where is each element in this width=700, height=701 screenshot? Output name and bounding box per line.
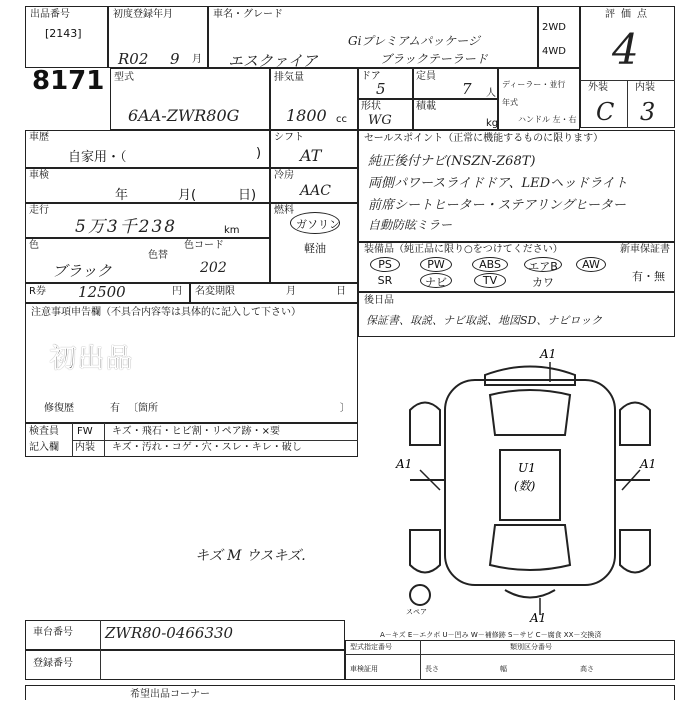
reg-date-era-year: R02	[118, 50, 149, 68]
mileage-unit: km	[224, 225, 240, 236]
equip-ps: PS	[378, 258, 392, 271]
dims-split	[420, 640, 421, 680]
selling-point-2: 両側パワースライドドア、LEDヘッドライト	[368, 176, 628, 191]
warranty-value: 有・無	[632, 270, 665, 283]
interior-label: 内装	[635, 82, 655, 93]
car-label: 車名・グレード	[213, 9, 283, 20]
inspector-int-label: 内装	[75, 442, 95, 453]
chassis-value: ZWR80-0466330	[105, 624, 234, 642]
repair-value: 有	[110, 403, 120, 414]
dims-length-label: 長さ	[425, 665, 439, 673]
lot-label: 出品番号	[30, 9, 70, 20]
drive-box	[538, 6, 580, 68]
rear-bumper-shape	[505, 590, 555, 598]
equip-abs-circle	[472, 257, 508, 272]
handle-label: ハンドル 左・右	[518, 115, 577, 124]
chassis-label: 車台番号	[33, 627, 73, 638]
windshield-shape	[490, 390, 570, 435]
inspection-box	[25, 168, 270, 203]
equipment-label: 装備品（純正品に限り○をつけてください）	[364, 244, 563, 255]
drive-4wd: 4WD	[542, 46, 566, 57]
dims-cert-label: 車検証用	[350, 665, 378, 673]
equip-abs: ABS	[479, 258, 501, 271]
fuel-value1: ガソリン	[296, 218, 340, 231]
spare-tire-shape	[410, 585, 430, 605]
inspector-remark: キズ M ウスキズ.	[195, 548, 306, 564]
color-count-label: 色替	[148, 250, 168, 261]
car-grade-line1: Giプレミアムパッケージ	[348, 34, 480, 48]
recycle-value: 12500	[78, 283, 126, 301]
recycle-unit: 円	[172, 286, 182, 297]
inspector-label-1: 検査員	[29, 426, 59, 437]
chassis-split	[100, 620, 101, 650]
equip-tv: TV	[482, 274, 498, 287]
reg-number-label: 登録番号	[33, 658, 73, 669]
mileage-label: 走行	[29, 205, 49, 216]
dims-category-label: 類別区分番号	[510, 643, 552, 651]
damage-legend: A－キズ E－エクボ U－凹み W－補修跡 S－サビ C－腐食 XX－交換済	[380, 631, 602, 639]
accessories-value: 保証書、取説、ナビ取説、地図SD、ナビロック	[366, 314, 603, 327]
inspection-day: 日)	[238, 188, 257, 203]
capacity-unit: 人	[486, 88, 496, 99]
interior-score: 3	[640, 98, 656, 126]
recycle-label: R券	[29, 286, 46, 297]
dims-shape-label: 型式指定番号	[350, 643, 392, 651]
rear-window-shape	[490, 525, 570, 570]
inspector-int-text: キズ・汚れ・コゲ・穴・スレ・キレ・破し	[112, 442, 302, 453]
load-label: 積載	[416, 101, 436, 112]
registration-limit-month: 月	[286, 286, 296, 297]
repair-label: 修復歴	[44, 403, 74, 414]
a1-top-label: A1	[540, 347, 557, 361]
fuel-value2: 軽油	[304, 242, 326, 255]
load-unit: kg	[486, 118, 499, 129]
reg-number-split	[100, 650, 101, 680]
shape-value: WG	[368, 113, 392, 128]
lot-number: 8171	[32, 66, 105, 96]
left-front-wheel-shape	[410, 403, 440, 446]
doors-value: 5	[376, 80, 386, 98]
repair-place-label: 〔箇所	[128, 403, 158, 414]
car-damage-diagram	[390, 340, 670, 625]
score-split	[627, 80, 628, 128]
reg-number-box	[25, 650, 345, 680]
registration-limit-day: 日	[336, 286, 346, 297]
selling-point-4: 自動防眩ミラー	[368, 218, 453, 232]
displacement-unit: cc	[336, 114, 347, 125]
dims-height-label: 高さ	[580, 665, 594, 673]
aircon-value: AAC	[300, 183, 331, 199]
shift-label: シフト	[274, 132, 304, 143]
inspection-month: 月(	[178, 188, 197, 203]
accessories-label: 後日品	[364, 295, 394, 306]
shift-value: AT	[300, 146, 322, 165]
reg-date-label: 初度登録年月	[113, 9, 173, 20]
history-value: 自家用・（	[68, 150, 127, 165]
spare-label: スペア	[406, 608, 427, 616]
selling-point-3: 前席シートヒーター・ステアリングヒーター	[368, 198, 626, 213]
lot-sub-number: [2143]	[45, 27, 82, 40]
reg-date-month-unit: 月	[192, 54, 202, 65]
equip-airbag: エアB	[528, 260, 558, 273]
a1-left-label: A1	[396, 457, 413, 471]
equip-pw: PW	[427, 258, 445, 271]
front-bumper-shape	[485, 367, 575, 386]
displacement-label: 排気量	[274, 72, 304, 83]
equip-sr: SR	[377, 274, 393, 287]
warranty-label: 新車保証書	[620, 244, 670, 255]
selling-point-1: 純正後付ナビ(NSZN-Z68T)	[368, 154, 536, 169]
equip-tv-circle	[474, 273, 506, 288]
inspection-label: 車検	[29, 170, 49, 181]
exterior-score: C	[596, 98, 615, 126]
inspector-label-2: 記入欄	[29, 442, 59, 453]
inspector-row-divider	[72, 440, 358, 441]
equip-kawa: カワ	[532, 276, 554, 289]
inspection-year: 年	[115, 188, 129, 203]
model-value: 6AA-ZWR80G	[128, 106, 240, 125]
doors-label: ドア	[361, 71, 381, 82]
car-grade-line2: ブラックテーラード	[380, 52, 488, 66]
car-name: エスクァイア	[228, 52, 318, 70]
corner-label: 希望出品コーナー	[130, 689, 210, 700]
equip-ps-circle	[370, 257, 400, 272]
aircon-label: 冷房	[274, 170, 294, 181]
mileage-value: 5万3千238	[75, 217, 178, 237]
equip-aw: AW	[582, 258, 600, 271]
roof-note-label: (数)	[514, 479, 536, 493]
color-code-label: 色コード	[184, 240, 224, 251]
equip-navi-circle	[420, 273, 452, 288]
notes-label: 注意事項申告欄（不具合内容等は具体的に記入して下さい）	[31, 307, 301, 318]
inspector-fw-text: キズ・飛石・ヒビ割・リペア跡・×要	[112, 426, 280, 437]
reg-date-month: 9	[170, 50, 180, 68]
right-front-wheel-shape	[620, 403, 650, 446]
right-rear-wheel-shape	[620, 530, 650, 573]
registration-limit-label: 名変期限	[195, 286, 235, 297]
shape-label: 形状	[361, 101, 381, 112]
color-value: ブラック	[52, 262, 112, 280]
displacement-value: 1800	[286, 106, 327, 125]
selling-points-label: セールスポイント（正常に機能するものに限ります）	[364, 133, 604, 144]
exterior-label: 外装	[588, 82, 608, 93]
dims-width-label: 幅	[500, 665, 507, 673]
dealer-label: ディーラー・並行	[502, 80, 566, 89]
equip-aw-circle	[576, 257, 606, 272]
notes-value: 初出品	[50, 344, 135, 374]
fuel-label: 燃料	[274, 205, 294, 216]
drive-2wd: 2WD	[542, 22, 566, 33]
inspector-fw-label: FW	[77, 426, 93, 437]
dims-row-divider	[345, 654, 675, 655]
a1-bottom-label: A1	[530, 611, 547, 625]
history-close: )	[256, 146, 262, 161]
color-code-value: 202	[200, 260, 227, 276]
a1-right-label: A1	[640, 457, 657, 471]
equip-airbag-circle	[524, 257, 562, 272]
score-value: 4	[612, 25, 639, 74]
equip-navi: ナビ	[425, 276, 447, 289]
score-label: 評価点	[605, 9, 653, 20]
year-label: 年式	[502, 98, 518, 107]
model-label: 型式	[114, 72, 134, 83]
repair-close: 〕	[340, 403, 350, 414]
color-label: 色	[29, 240, 39, 251]
capacity-label: 定員	[416, 71, 436, 82]
equip-pw-circle	[420, 257, 452, 272]
history-box	[25, 130, 270, 168]
corner-box	[25, 685, 675, 700]
history-label: 車歴	[29, 132, 49, 143]
left-rear-wheel-shape	[410, 530, 440, 573]
capacity-value: 7	[462, 80, 472, 98]
roof-u1-label: U1	[518, 461, 536, 475]
